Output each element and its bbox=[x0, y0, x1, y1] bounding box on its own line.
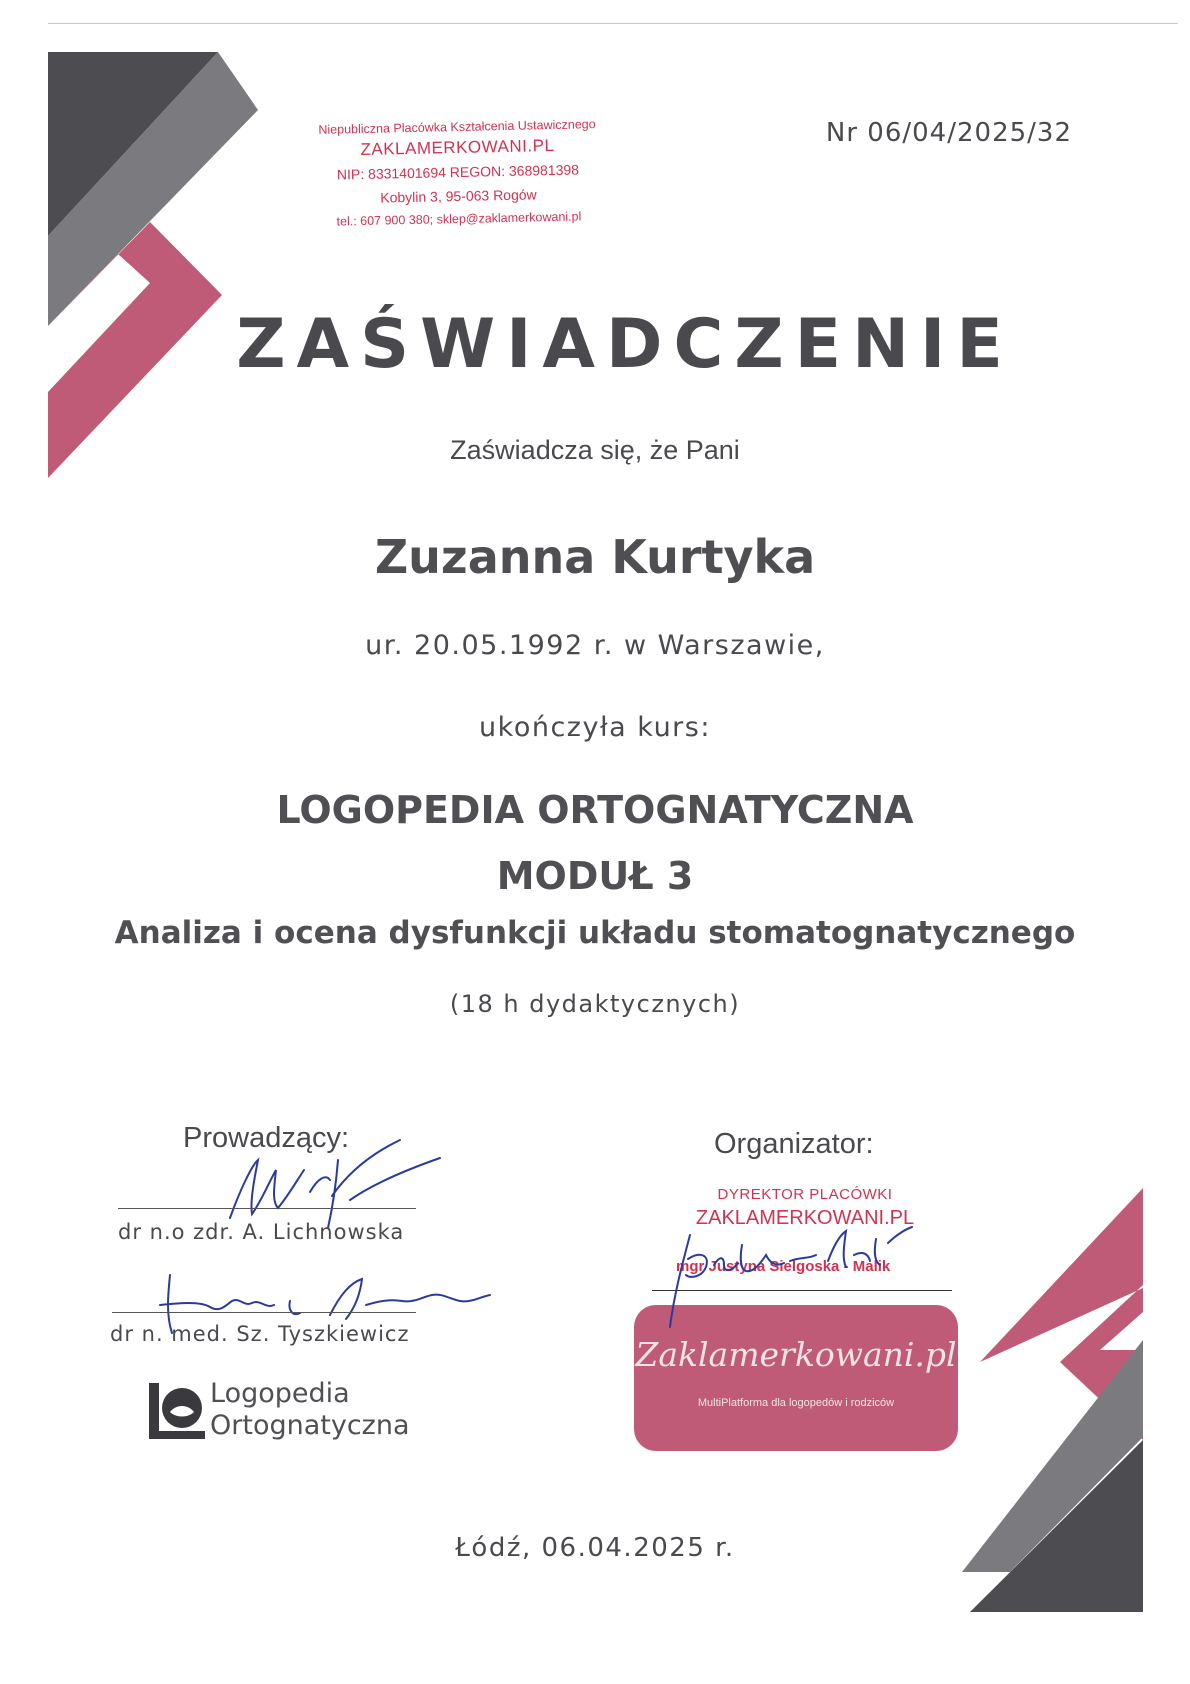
intro-text: Zaświadcza się, że Pani bbox=[450, 435, 740, 465]
course-hours: (18 h dydaktycznych) bbox=[449, 990, 741, 1018]
instructor-name-2: dr n. med. Sz. Tyszkiewicz bbox=[110, 1322, 410, 1346]
director-org: ZAKLAMERKOWANI.PL bbox=[695, 1207, 915, 1229]
course-name: LOGOPEDIA ORTOGNATYCZNA bbox=[276, 788, 914, 832]
signature-line-2 bbox=[112, 1312, 416, 1313]
certificate-number: Nr 06/04/2025/32 bbox=[825, 118, 1072, 148]
organizer-label: Organizator: bbox=[714, 1128, 874, 1160]
brand-tagline: MultiPlatforma dla logopedów i rodziców bbox=[697, 1397, 895, 1409]
course-topic: Analiza i ocena dysfunkcji układu stomatognatycznego bbox=[114, 915, 1076, 951]
director-name: mgr Justyna Sielgoska - Malik bbox=[676, 1258, 891, 1275]
instructor-name-1: dr n.o zdr. A. Lichnowska bbox=[118, 1220, 405, 1244]
deco-dark-triangle-br bbox=[970, 1440, 1143, 1612]
logo-text-line1: Logopedia bbox=[210, 1378, 350, 1409]
completed-text: ukończyła kurs: bbox=[479, 712, 711, 743]
director-title: DYREKTOR PLACÓWKI bbox=[717, 1186, 893, 1203]
birth-info: ur. 20.05.1992 r. w Warszawie, bbox=[365, 630, 825, 661]
signature-director bbox=[650, 1215, 970, 1335]
stamp-line-ids: NIP: 8331401694 REGON: 368981398 bbox=[336, 161, 580, 183]
institution-stamp bbox=[281, 114, 635, 233]
stamp-line-brand: ZAKLAMERKOWANI.PL bbox=[360, 135, 555, 160]
logo-text-line2: Ortognatyczna bbox=[210, 1410, 410, 1441]
stamp-line-address: Kobylin 3, 95-063 Rogów bbox=[380, 186, 537, 206]
stamp-line-contact: tel.: 607 900 380; sklep@zaklamerkowani.pl bbox=[336, 209, 582, 229]
recipient-name: Zuzanna Kurtyka bbox=[374, 530, 816, 584]
signature-line-1 bbox=[118, 1208, 416, 1209]
logopedia-logo-text bbox=[210, 1378, 410, 1442]
course-module: MODUŁ 3 bbox=[496, 854, 694, 898]
top-left-decoration bbox=[0, 0, 260, 490]
place-and-date: Łódź, 06.04.2025 r. bbox=[455, 1533, 735, 1563]
deco-pink-chevron-br bbox=[980, 1188, 1143, 1440]
brand-script: Zaklamerkowani.pl bbox=[635, 1335, 957, 1374]
lead-label: Prowadzący: bbox=[183, 1122, 350, 1154]
logopedia-logo-icon bbox=[148, 1382, 206, 1440]
stamp-line-institution: Niepubliczna Placówka Kształcenia Ustawicznego bbox=[318, 117, 596, 137]
certificate-title: ZAŚWIADCZENIE bbox=[236, 305, 1014, 384]
